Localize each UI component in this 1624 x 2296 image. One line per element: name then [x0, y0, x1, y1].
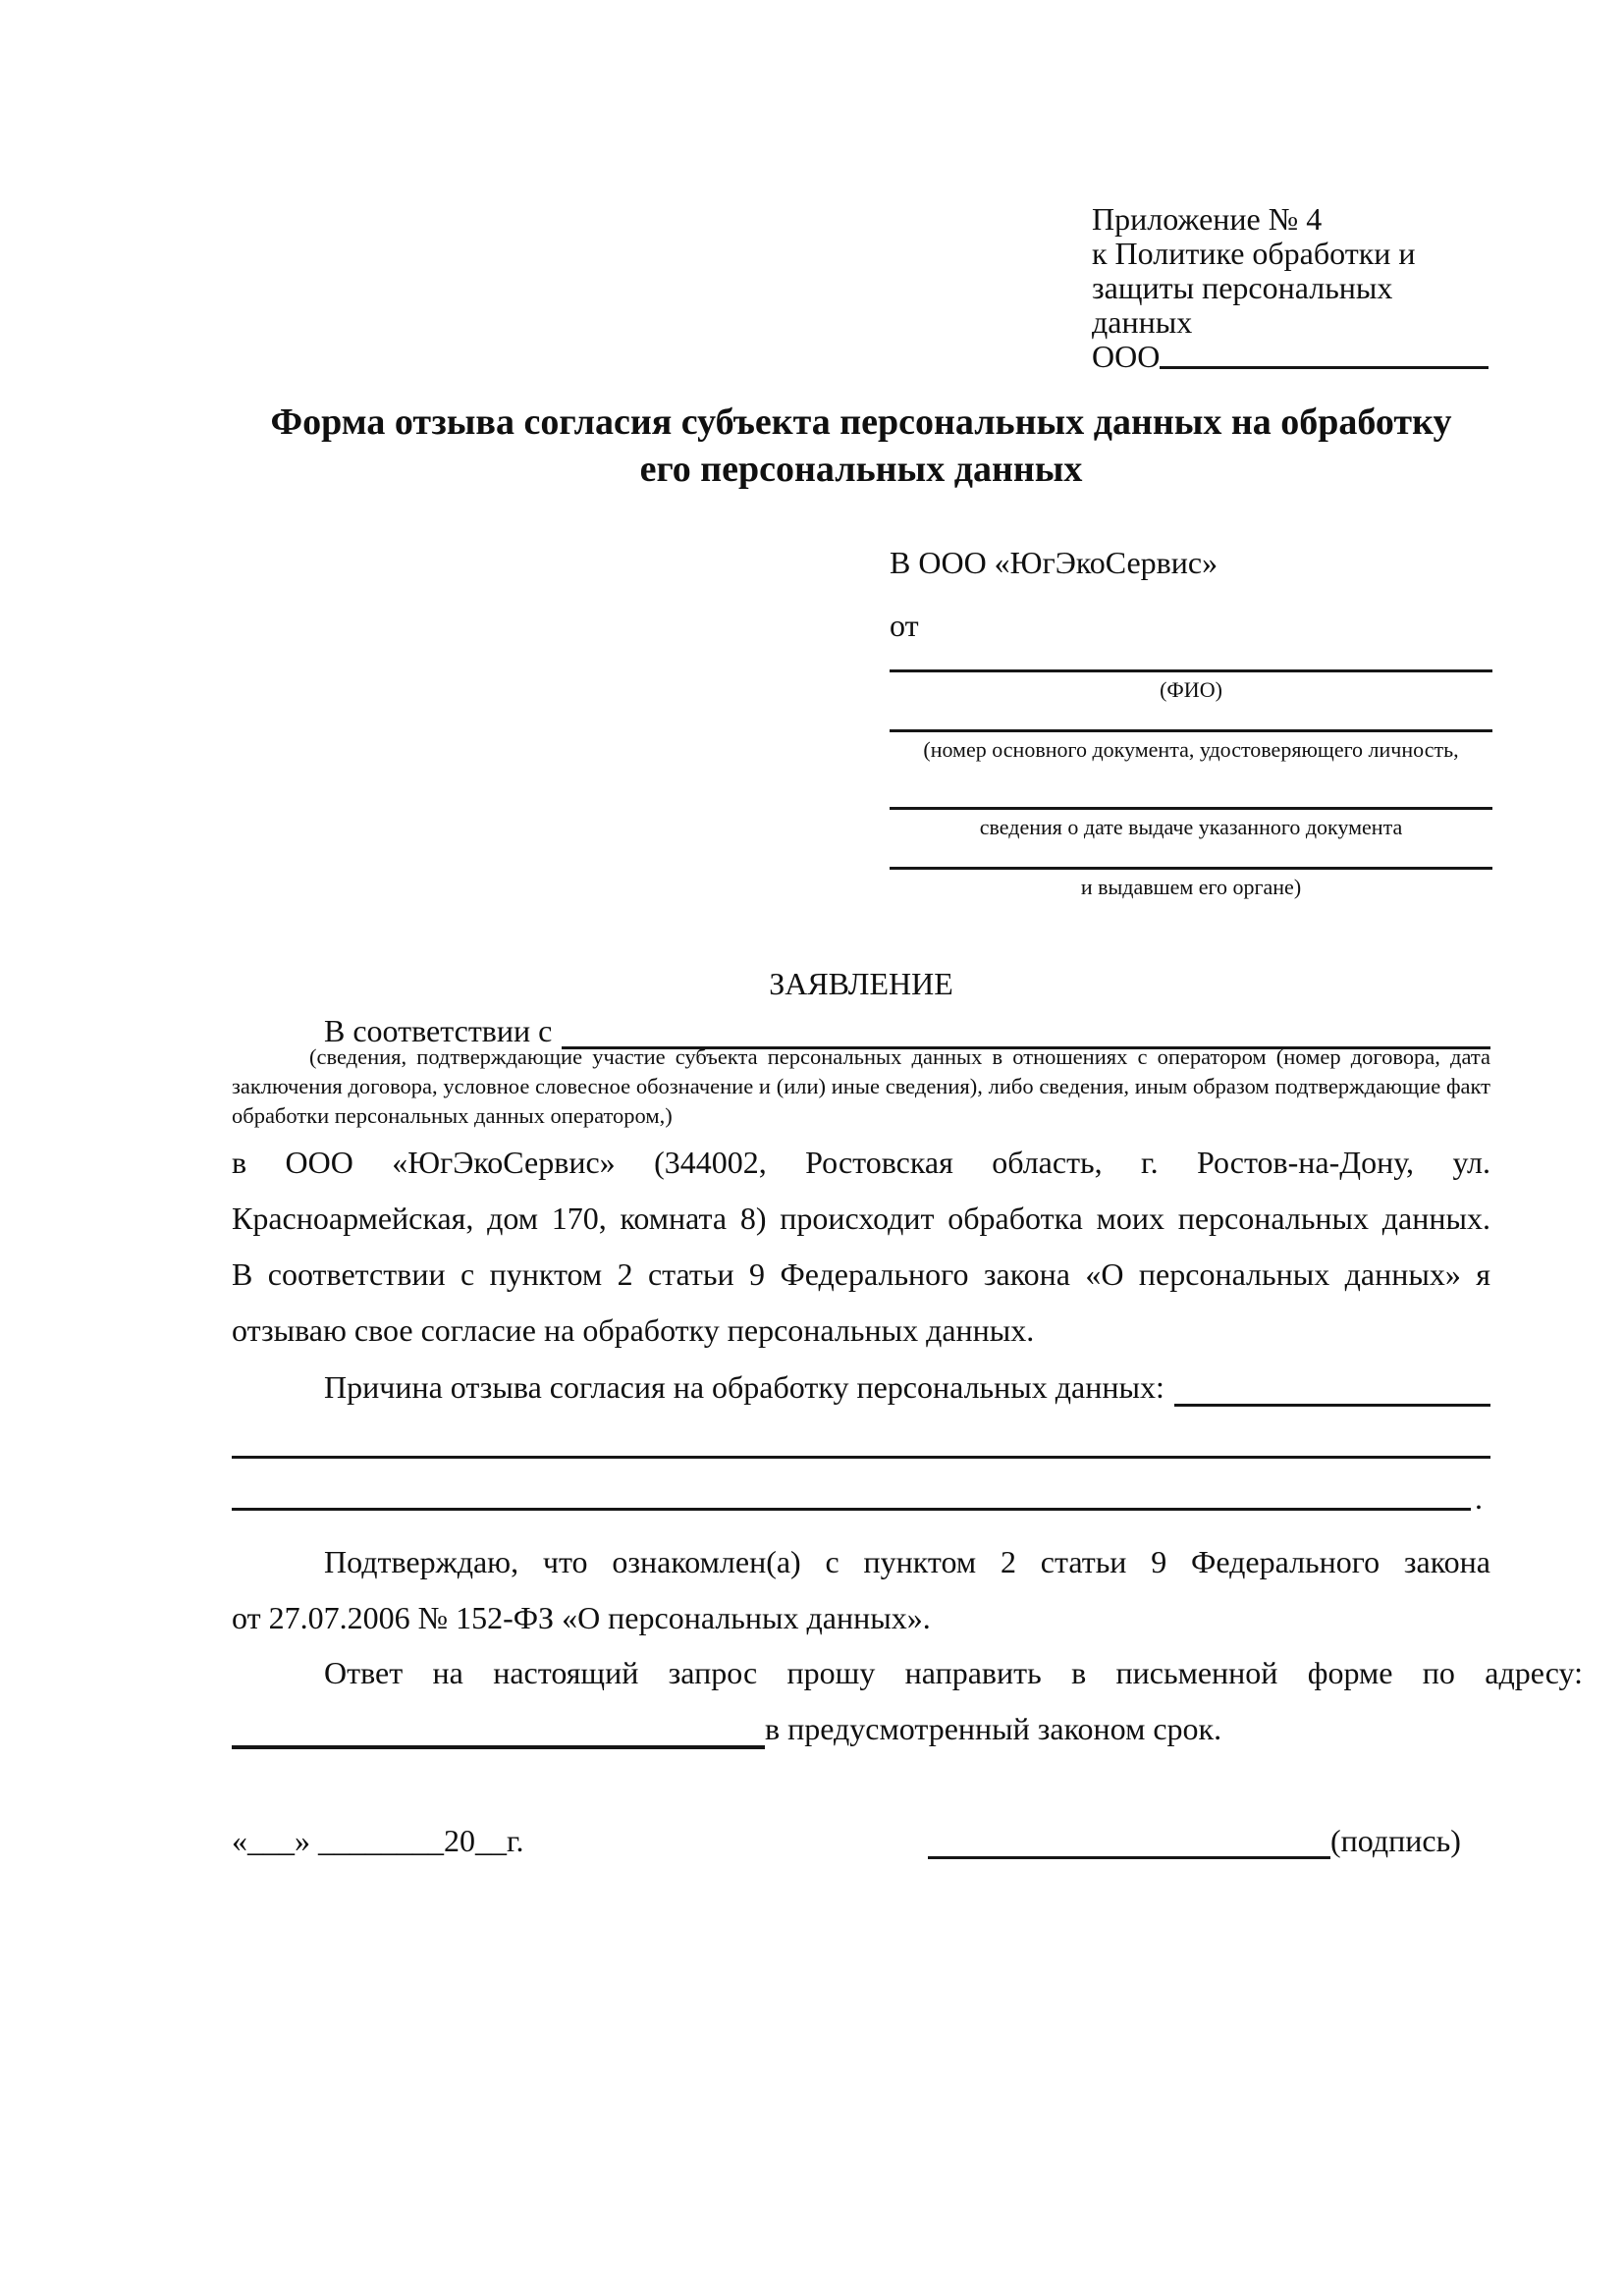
doc-issuer-caption: и выдавшем его органе) — [1080, 875, 1302, 899]
accordance-caption-line3: обработки персональных данных оператором,) — [232, 1103, 673, 1128]
reply-address-blank-line — [232, 1702, 765, 1749]
reason-blank-line-2 — [232, 1456, 1490, 1459]
accordance-caption-line2: заключения договора, условное словесное обозначение и (или) иные сведения), либо сведения, иным образом подтверждающие факт — [232, 1074, 1490, 1098]
statement-heading: ЗАЯВЛЕНИЕ — [769, 966, 953, 1001]
signature-blank-line — [928, 1819, 1330, 1859]
signature-row — [928, 1819, 1478, 1866]
body-line4: отзываю свое согласие на обработку персональных данных. — [232, 1312, 1035, 1348]
addressee-to: В ООО «ЮгЭкоСервис» — [890, 545, 1218, 580]
annex-note-line2: к Политике обработки и — [1092, 236, 1416, 271]
annex-note-line3: защиты персональных данных — [1092, 270, 1393, 340]
confirm-line1: Подтверждаю, что ознакомлен(а) с пунктом 2 статьи 9 Федерального закона — [324, 1544, 1490, 1579]
reply-line2-text: в предусмотренный законом срок. — [765, 1711, 1222, 1746]
confirm-paragraph — [232, 1534, 1490, 1646]
annex-note-line1: Приложение № 4 — [1092, 201, 1323, 237]
doc-issuer-blank-line — [890, 867, 1492, 870]
body-line1: в ООО «ЮгЭкоСервис» (344002, Ростовская область, г. Ростов-на-Дону, ул. — [232, 1145, 1490, 1180]
doc-date-blank-line — [890, 807, 1492, 810]
doc-date-caption: сведения о дате выдаче указанного документа — [979, 815, 1403, 839]
accordance-caption — [232, 1042, 1490, 1131]
reason-row — [232, 1364, 1490, 1412]
addressee-from-label: от — [890, 608, 919, 643]
fio-blank-line — [890, 669, 1492, 672]
reply-line1: Ответ на настоящий запрос прошу направить в письменной форме по адресу: — [324, 1655, 1583, 1690]
date-blank: «___» ________20__г. — [232, 1823, 524, 1858]
document-title-line2: его персональных данных — [639, 449, 1083, 490]
body-line2: Красноармейская, дом 170, комната 8) происходит обработка моих персональных данных. — [232, 1201, 1490, 1236]
accordance-caption-line1: (сведения, подтверждающие участие субъекта персональных данных в отношениях с оператором (номер договора, дата — [309, 1044, 1490, 1069]
reason-blank-line-start — [1174, 1364, 1490, 1407]
annex-org-row — [1092, 340, 1489, 374]
signature-caption: (подпись) — [1330, 1823, 1461, 1858]
reason-blank-line-3 — [232, 1508, 1471, 1511]
reason-period: . — [1475, 1480, 1483, 1516]
document-title — [232, 399, 1490, 493]
fio-caption: (ФИО) — [1160, 677, 1222, 702]
reason-label: Причина отзыва согласия на обработку персональных данных: — [324, 1369, 1164, 1405]
accordance-label: В соответствии с — [324, 1013, 553, 1048]
annex-note — [1092, 202, 1489, 374]
doc-number-blank-line — [890, 729, 1492, 732]
body-line3: В соответствии с пунктом 2 статьи 9 Федерального закона «О персональных данных» я — [232, 1256, 1490, 1292]
doc-number-caption: (номер основного документа, удостоверяющего личность, — [923, 737, 1459, 762]
body-paragraph — [232, 1135, 1490, 1359]
org-label: ООО — [1092, 339, 1161, 374]
confirm-line2: от 27.07.2006 № 152-ФЗ «О персональных данных». — [232, 1600, 931, 1635]
reply-line2 — [232, 1702, 1490, 1758]
document-title-line1: Форма отзыва согласия субъекта персональных данных на обработку — [270, 401, 1452, 443]
org-name-blank-line — [1160, 340, 1489, 369]
